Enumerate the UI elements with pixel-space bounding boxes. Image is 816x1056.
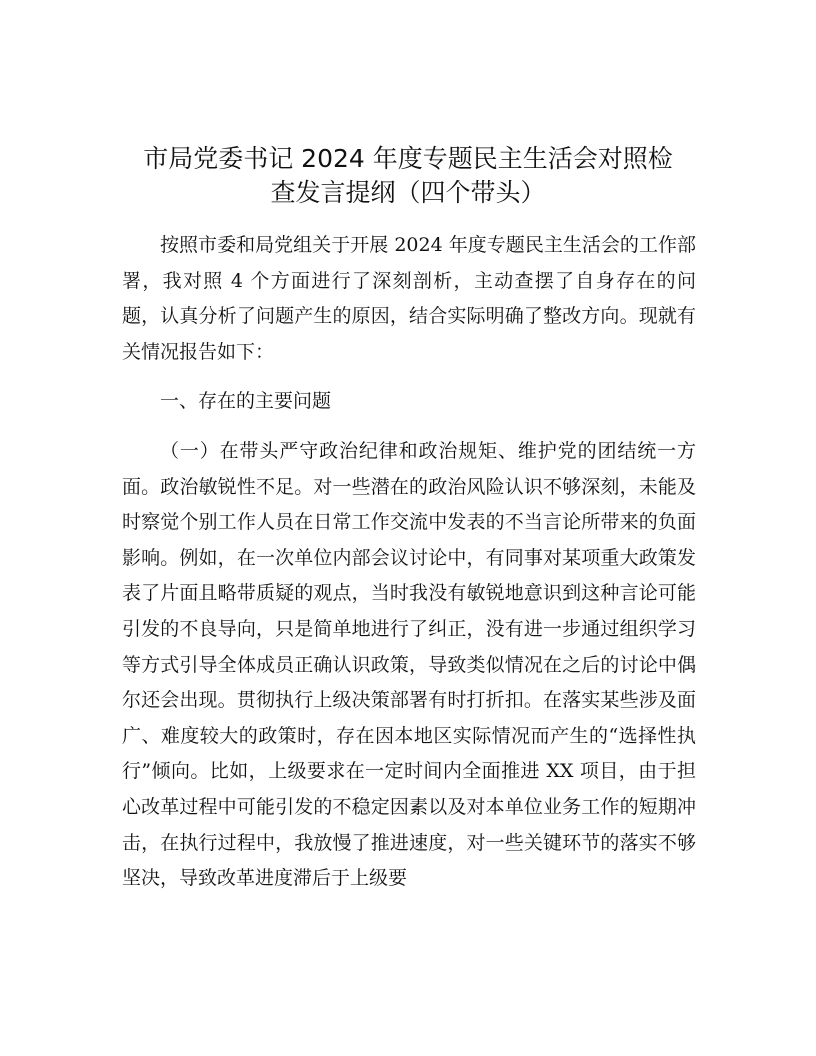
- intro-paragraph: 按照市委和局党组关于开展 2024 年度专题民主生活会的工作部署，我对照 4 个方面进行了深刻剖析，主动查摆了自身存在的问题，认真分析了问题产生的原因，结合实际明确了整改方向。现就有关情况报告如下：: [122, 234, 696, 363]
- document-title: [110, 142, 706, 210]
- section-heading: 一、存在的主要问题: [160, 390, 332, 413]
- document-body: [122, 228, 696, 897]
- section-paragraph: （一）在带头严守政治纪律和政治规矩、维护党的团结统一方面。政治敏锐性不足。对一些潜在的政治风险认识不够深刻，未能及时察觉个别工作人员在日常工作交流中发表的不当言论所带来的负面影响。例如，在一次单位内部会议讨论中，有同事对某项重大政策发表了片面且略带质疑的观点，当时我没有敏锐地意识到这种言论可能引发的不良导向，只是简单地进行了纠正，没有进一步通过组织学习等方式引导全体成员正确认识政策，导致类似情况在之后的讨论中偶尔还会出现。贯彻执行上级决策部署有时打折扣。在落实某些涉及面广、难度较大的政策时，存在因本地区实际情况而产生的“选择性执行”倾向。比如，上级要求在一定时间内全面推进 XX 项目，由于担心改革过程中可能引发的不稳定因素以及对本单位业务工作的短期冲击，在执行过程中，我放慢了推进速度，对一些关键环节的落实不够坚决，导致改革进度滞后于上级要: [122, 439, 696, 890]
- title-line-1: 市局党委书记 2024 年度专题民主生活会对照检: [143, 144, 673, 173]
- title-line-2: 查发言提纲（四个带头）: [270, 178, 546, 207]
